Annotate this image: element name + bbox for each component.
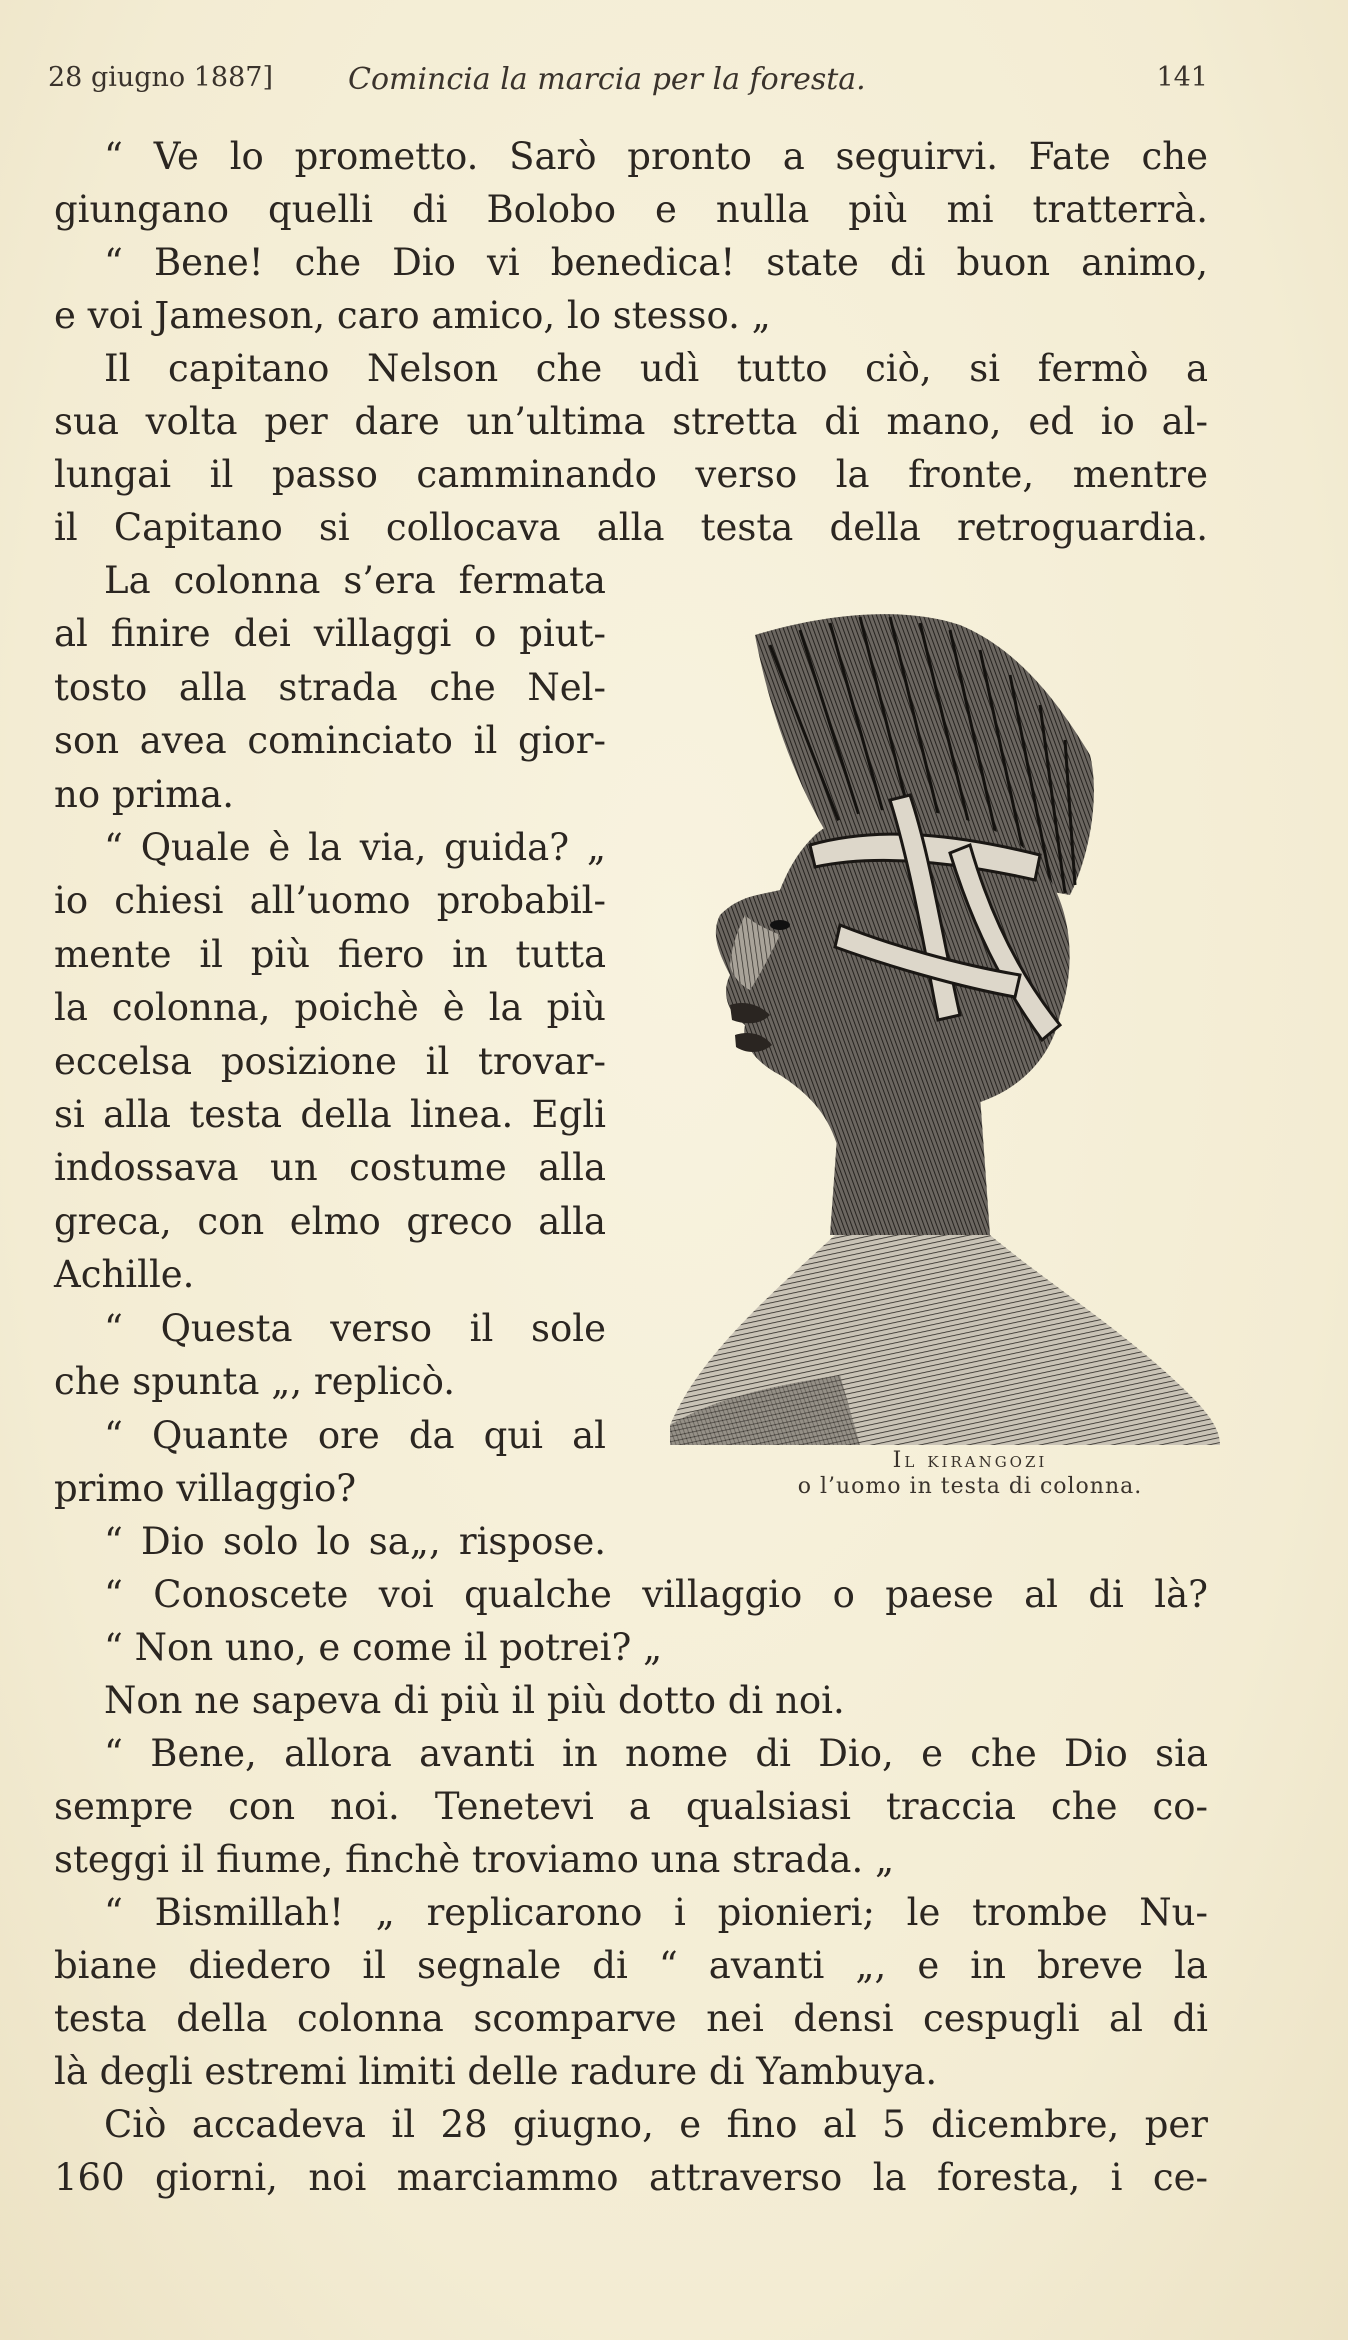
text-line: al finire dei villaggi o piut- [54,612,606,656]
left-column-text [54,554,606,1569]
text-line: il Capitano si collocava alla testa della retroguardia. [54,506,1208,549]
text-line: giungano quelli di Bolobo e nulla più mi tratterrà. [54,188,1208,231]
text-line: sempre con noi. Tenetevi a qualsiasi traccia che co- [54,1785,1208,1828]
text-line: “ Quale è la via, guida? „ [104,826,606,870]
text-line: “ Ve lo prometto. Sarò pronto a seguirvi. Fate che [104,135,1208,178]
text-line: primo villaggio? [54,1466,357,1510]
text-line: testa della colonna scomparve nei densi cespugli al di [54,1997,1208,2040]
text-line: io chiesi all’uomo probabil- [54,879,606,923]
text-line: sua volta per dare un’ultima stretta di mano, ed io al- [54,400,1208,443]
text-line: Non ne sapeva di più il più dotto di noi. [104,1679,845,1722]
text-line: mente il più fiero in tutta [54,932,606,976]
text-line: La colonna s’era fermata [104,559,606,602]
text-line: Il capitano Nelson che udì tutto ciò, si fermò a [104,347,1208,390]
text-line: che spunta „, replicò. [54,1360,455,1404]
text-line: “ Bismillah! „ replicarono i pionieri; le trombe Nu- [104,1891,1208,1934]
text-line: la colonna, poichè è la più [54,986,606,1030]
text-line: “ Quante ore da qui al [104,1413,606,1457]
header-chapter-title: Comincia la marcia per la foresta. [348,62,866,97]
text-line: 160 giorni, noi marciammo attraverso la foresta, i ce- [54,2156,1208,2199]
kirangozi-portrait-icon [660,595,1240,1455]
text-line: no prima. [54,772,234,816]
text-line: biane diedero il segnale di “ avanti „, e in breve la [54,1944,1208,1987]
text-line: là degli estremi limiti delle radure di Yambuya. [54,2050,938,2093]
header-date: 28 giugno 1887] [48,62,274,93]
text-line: lungai il passo camminando verso la fronte, mentre [54,453,1208,496]
text-line: indossava un costume alla [54,1146,606,1190]
text-line: si alla testa della linea. Egli [54,1093,606,1137]
text-line: Achille. [54,1253,195,1297]
page-number: 141 [1156,62,1208,93]
figure-caption [720,1448,1220,1500]
text-line: “ Non uno, e come il potrei? „ [104,1626,663,1669]
running-head [48,62,1208,108]
text-line: Ciò accadeva il 28 giugno, e fino al 5 dicembre, per [104,2103,1208,2146]
caption-subtitle: o l’uomo in testa di colonna. [797,1474,1143,1499]
text-line: greca, con elmo greco alla [54,1199,606,1243]
caption-title: Il kirangozi [892,1448,1048,1473]
engraved-portrait-figure [660,595,1240,1455]
text-line: “ Conoscete voi qualche villaggio o paese al di là? [104,1573,1208,1616]
text-line: “ Dio solo lo sa„, rispose. [104,1520,606,1564]
text-line: “ Questa verso il sole [104,1306,606,1350]
text-line: “ Bene! che Dio vi benedica! state di buon animo, [104,241,1208,284]
text-line: son avea cominciato il gior- [54,719,606,763]
text-line: tosto alla strada che Nel- [54,665,606,709]
text-line: steggi il fiume, finchè troviamo una strada. „ [54,1838,895,1881]
text-line: e voi Jameson, caro amico, lo stesso. „ [54,294,771,337]
text-line: eccelsa posizione il trovar- [54,1039,606,1083]
text-line: “ Bene, allora avanti in nome di Dio, e che Dio sia [104,1732,1208,1775]
